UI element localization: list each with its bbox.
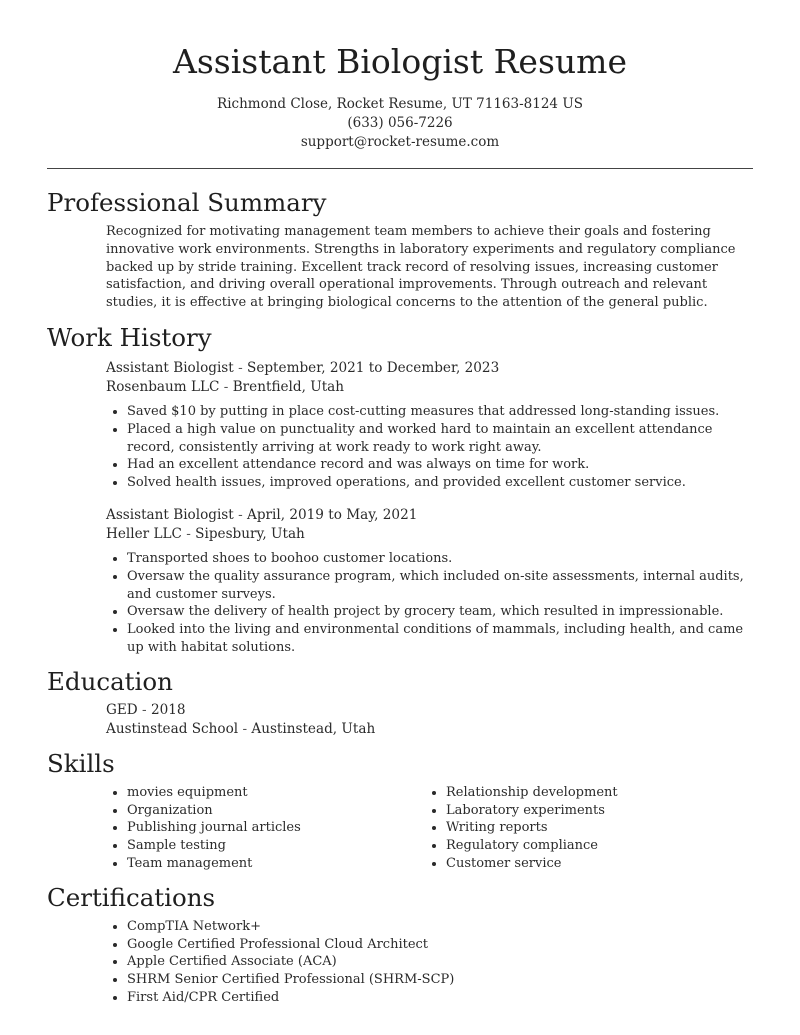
separator: - [238, 720, 252, 737]
education-section [47, 665, 753, 739]
job-entry [47, 506, 753, 657]
separator: - [233, 359, 247, 376]
professional-summary-section [47, 186, 753, 312]
list-item: • First Aid/CPR Certified [127, 989, 753, 1007]
resume-title: Assistant Biologist Resume [173, 42, 627, 81]
degree-name: GED [106, 701, 138, 718]
separator: - [181, 525, 196, 542]
job-bullets [106, 403, 753, 492]
list-item: • Customer service [446, 855, 744, 873]
job-bullets [106, 550, 753, 657]
job-company: Heller LLC [106, 525, 182, 542]
job-company: Rosenbaum LLC [106, 378, 220, 395]
summary-text: Recognized for motivating management team members to achieve their goals and fostering innovative work environments. Strengths in laboratory experiments and regulatory compliance backed up by stride training. Excellent track record of resolving issues, increasing customer satisfaction, and driving overall operational improvements. Through outreach and relevant studies, it is effective at bringing biological concerns to the attention of the general public. [106, 224, 736, 311]
job-role: Assistant Biologist [106, 506, 234, 523]
section-title: Certifications [47, 882, 216, 912]
list-item: • Sample testing [127, 837, 425, 855]
list-item: • Organization [127, 802, 425, 820]
skills-section [47, 747, 753, 873]
list-item: • Laboratory experiments [446, 802, 744, 820]
list-item: • Regulatory compliance [446, 837, 744, 855]
section-title: Work History [47, 322, 212, 352]
degree-line [106, 701, 753, 720]
list-item: • Apple Certified Associate (ACA) [127, 953, 753, 971]
job-role: Assistant Biologist [106, 359, 234, 376]
list-item: • Transported shoes to boohoo customer locations. [127, 550, 753, 568]
separator: - [137, 701, 151, 718]
separator: - [219, 378, 233, 395]
list-item: • Google Certified Professional Cloud Architect [127, 936, 753, 954]
school-location: Austinstead, Utah [251, 720, 376, 737]
school-line [106, 720, 753, 739]
list-item: • Placed a high value on punctuality and worked hard to maintain an excellent attendance record, consistently arriving at work ready to work right away. [127, 421, 753, 457]
skills-column-right [425, 784, 744, 873]
list-item: • Writing reports [446, 819, 744, 837]
resume-header [0, 0, 800, 152]
job-title-line [106, 359, 753, 378]
list-item: • movies equipment [127, 784, 425, 802]
list-item: • Oversaw the quality assurance program, which included on-site assessments, internal audits, and customer surveys. [127, 568, 753, 604]
phone-text: (633) 056-7226 [347, 115, 453, 131]
job-title-line [106, 506, 753, 525]
job-location: Brentfield, Utah [232, 378, 345, 395]
list-item: • Relationship development [446, 784, 744, 802]
email-text: support@rocket-resume.com [300, 134, 500, 150]
header-divider [47, 168, 753, 169]
list-item: • SHRM Senior Certified Professional (SHRM-SCP) [127, 971, 753, 989]
job-company-line [106, 378, 753, 397]
work-history-section [47, 321, 753, 657]
list-item: • Oversaw the delivery of health project by grocery team, which resulted in impressionable. [127, 603, 753, 621]
job-entry [47, 359, 753, 492]
list-item: • Publishing journal articles [127, 819, 425, 837]
contact-block [0, 95, 800, 152]
list-item: • Saved $10 by putting in place cost-cutting measures that addressed long-standing issues. [127, 403, 753, 421]
section-title: Education [47, 666, 173, 696]
list-item: • Had an excellent attendance record and was always on time for work. [127, 456, 753, 474]
degree-year: 2018 [150, 701, 186, 718]
job-location: Sipesbury, Utah [195, 525, 305, 542]
list-item: • Looked into the living and environmental conditions of mammals, including health, and came up with habitat solutions. [127, 621, 753, 657]
section-title: Professional Summary [47, 188, 327, 217]
skills-column-left [106, 784, 425, 873]
separator: - [233, 506, 247, 523]
address-text: Richmond Close, Rocket Resume, UT 71163-8124 US [217, 96, 583, 112]
list-item: • Solved health issues, improved operations, and provided excellent customer service. [127, 474, 753, 492]
certifications-section [47, 881, 753, 1007]
list-item: • Team management [127, 855, 425, 873]
job-dates: April, 2019 to May, 2021 [247, 506, 418, 523]
certifications-list [106, 918, 753, 1007]
list-item: • CompTIA Network+ [127, 918, 753, 936]
skills-grid [106, 781, 753, 873]
job-company-line [106, 525, 753, 544]
job-dates: September, 2021 to December, 2023 [247, 359, 500, 376]
section-title: Skills [47, 748, 115, 778]
school-name: Austinstead School [106, 720, 239, 737]
